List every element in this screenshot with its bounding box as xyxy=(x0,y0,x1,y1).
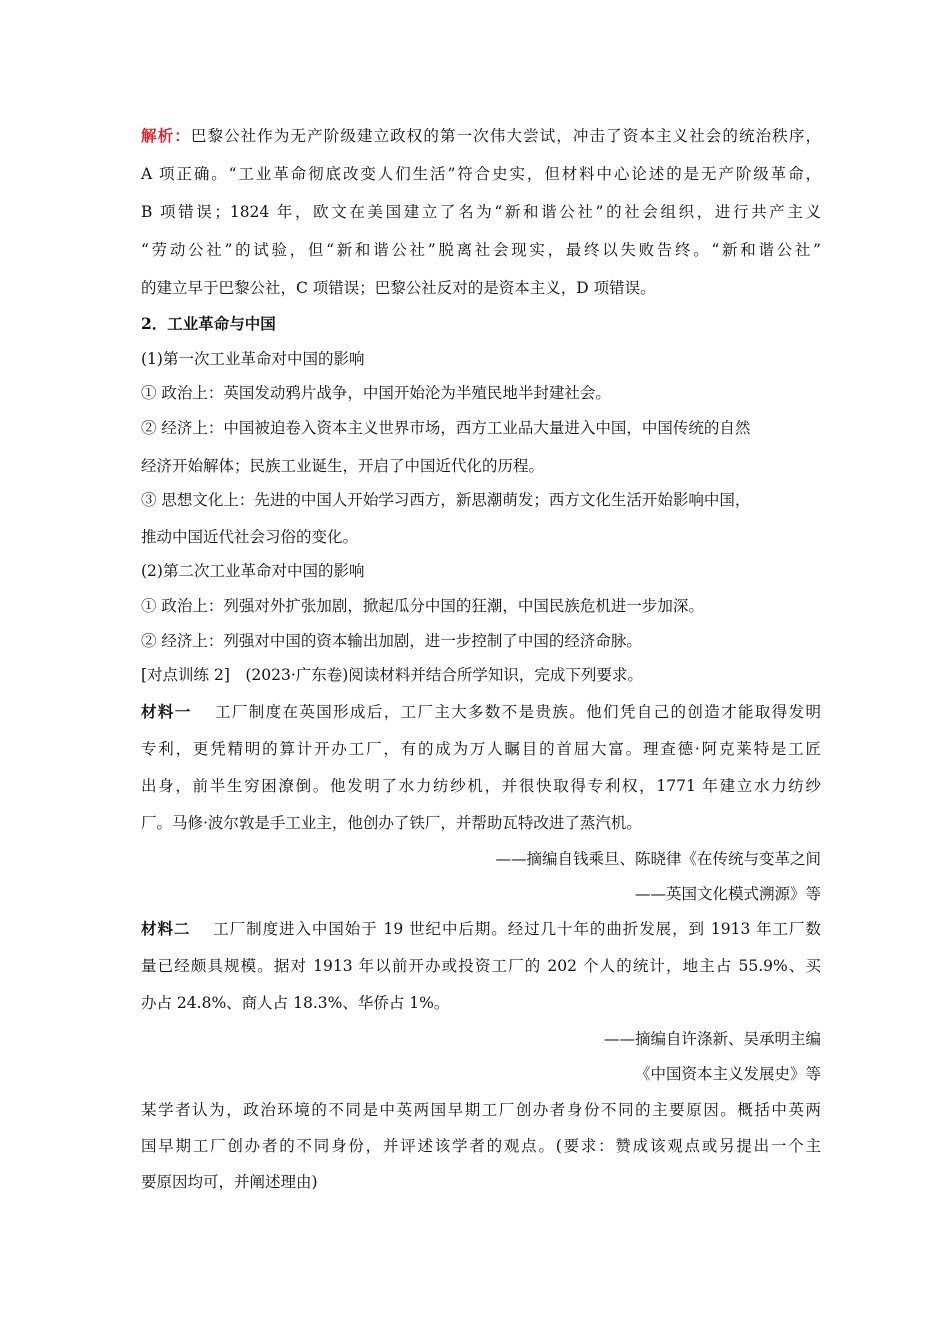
material-2-line-1: 材料二 工厂制度进入中国始于 19 世纪中后期。经过几十年的曲折发展，到 1913 年工厂数 xyxy=(141,919,821,938)
material-1-source-2: ——英国文化模式溯源》等 xyxy=(634,885,821,903)
s1-item-2-cont: 经济开始解体；民族工业诞生，开启了中国近代化的历程。 xyxy=(141,457,545,475)
section-heading: 2．工业革命与中国 xyxy=(141,314,276,333)
analysis-label: 解析： xyxy=(141,126,191,145)
material-2-source-1: ——摘编自许涤新、吴承明主编 xyxy=(603,1030,821,1048)
material-2-source-2: 《中国资本主义发展史》等 xyxy=(634,1065,821,1083)
material-1-line-4: 厂。马修·波尔敦是手工业主，他创办了铁厂，并帮助瓦特改进了蒸汽机。 xyxy=(141,814,642,832)
question-line-3: 要原因均可，并阐述理由) xyxy=(141,1173,318,1191)
material-2-label: 材料二 xyxy=(141,919,191,938)
material-1-line-2: 专利，更凭精明的算计开办工厂，有的成为万人瞩目的首屈大富。理查德·阿克莱特是工匠 xyxy=(141,740,821,758)
exercise-title: [对点训练 2] (2023·广东卷)阅读材料并结合所学知识，完成下列要求。 xyxy=(141,666,643,684)
s1-item-3-cont: 推动中国近代社会习俗的变化。 xyxy=(141,528,359,546)
analysis-line-2: A 项正确。“工业革命彻底改变人们生活”符合史实，但材料中心论述的是无产阶级革命， xyxy=(141,165,821,183)
question-line-1: 某学者认为，政治环境的不同是中英两国早期工厂创办者身份不同的主要原因。概括中英两 xyxy=(141,1101,821,1119)
subheading-2: (2)第二次工业革命对中国的影响 xyxy=(141,562,365,580)
material-2-line-2: 量已经颇具规模。据对 1913 年以前开办或投资工厂的 202 个人的统计，地主占 55.9%、买 xyxy=(141,957,821,975)
s2-item-2: ② 经济上：列强对中国的资本输出加剧，进一步控制了中国的经济命脉。 xyxy=(141,632,642,650)
s1-item-1: ① 政治上：英国发动鸦片战争，中国开始沦为半殖民地半封建社会。 xyxy=(141,384,611,402)
material-1-line-3: 出身，前半生穷困潦倒。他发明了水力纺纱机，并很快取得专利权，1771 年建立水力纺纱 xyxy=(141,777,821,795)
subheading-1: (1)第一次工业革命对中国的影响 xyxy=(141,350,365,368)
s1-item-3: ③ 思想文化上：先进的中国人开始学习西方，新思潮萌发；西方文化生活开始影响中国， xyxy=(141,491,751,509)
s2-item-1: ① 政治上：列强对外扩张加剧，掀起瓜分中国的狂潮，中国民族危机进一步加深。 xyxy=(141,597,704,615)
material-1-label: 材料一 xyxy=(141,702,192,721)
s1-item-2: ② 经济上：中国被迫卷入资本主义世界市场，西方工业品大量进入中国，中国传统的自然 xyxy=(141,419,751,437)
analysis-line-3: B 项错误；1824 年，欧文在美国建立了名为“新和谐公社”的社会组织，进行共产主义 xyxy=(141,203,821,221)
analysis-line-4: “劳动公社”的试验，但“新和谐公社”脱离社会现实，最终以失败告终。“新和谐公社” xyxy=(141,241,821,259)
material-1-source-1: ——摘编自钱乘旦、陈晓律《在传统与变革之间 xyxy=(495,850,821,868)
analysis-line-5: 的建立早于巴黎公社，C 项错误；巴黎公社反对的是资本主义，D 项错误。 xyxy=(141,279,656,297)
material-1-line-1: 材料一 工厂制度在英国形成后，工厂主大多数不是贵族。他们凭自己的创造才能取得发明 xyxy=(141,702,821,721)
question-line-2: 国早期工厂创办者的不同身份，并评述该学者的观点。(要求：赞成该观点或另提出一个主 xyxy=(141,1137,821,1155)
analysis-line-1: 解析：巴黎公社作为无产阶级建立政权的第一次伟大尝试，冲击了资本主义社会的统治秩序， xyxy=(141,126,821,145)
material-2-line-3: 办占 24.8%、商人占 18.3%、华侨占 1%。 xyxy=(141,994,450,1012)
